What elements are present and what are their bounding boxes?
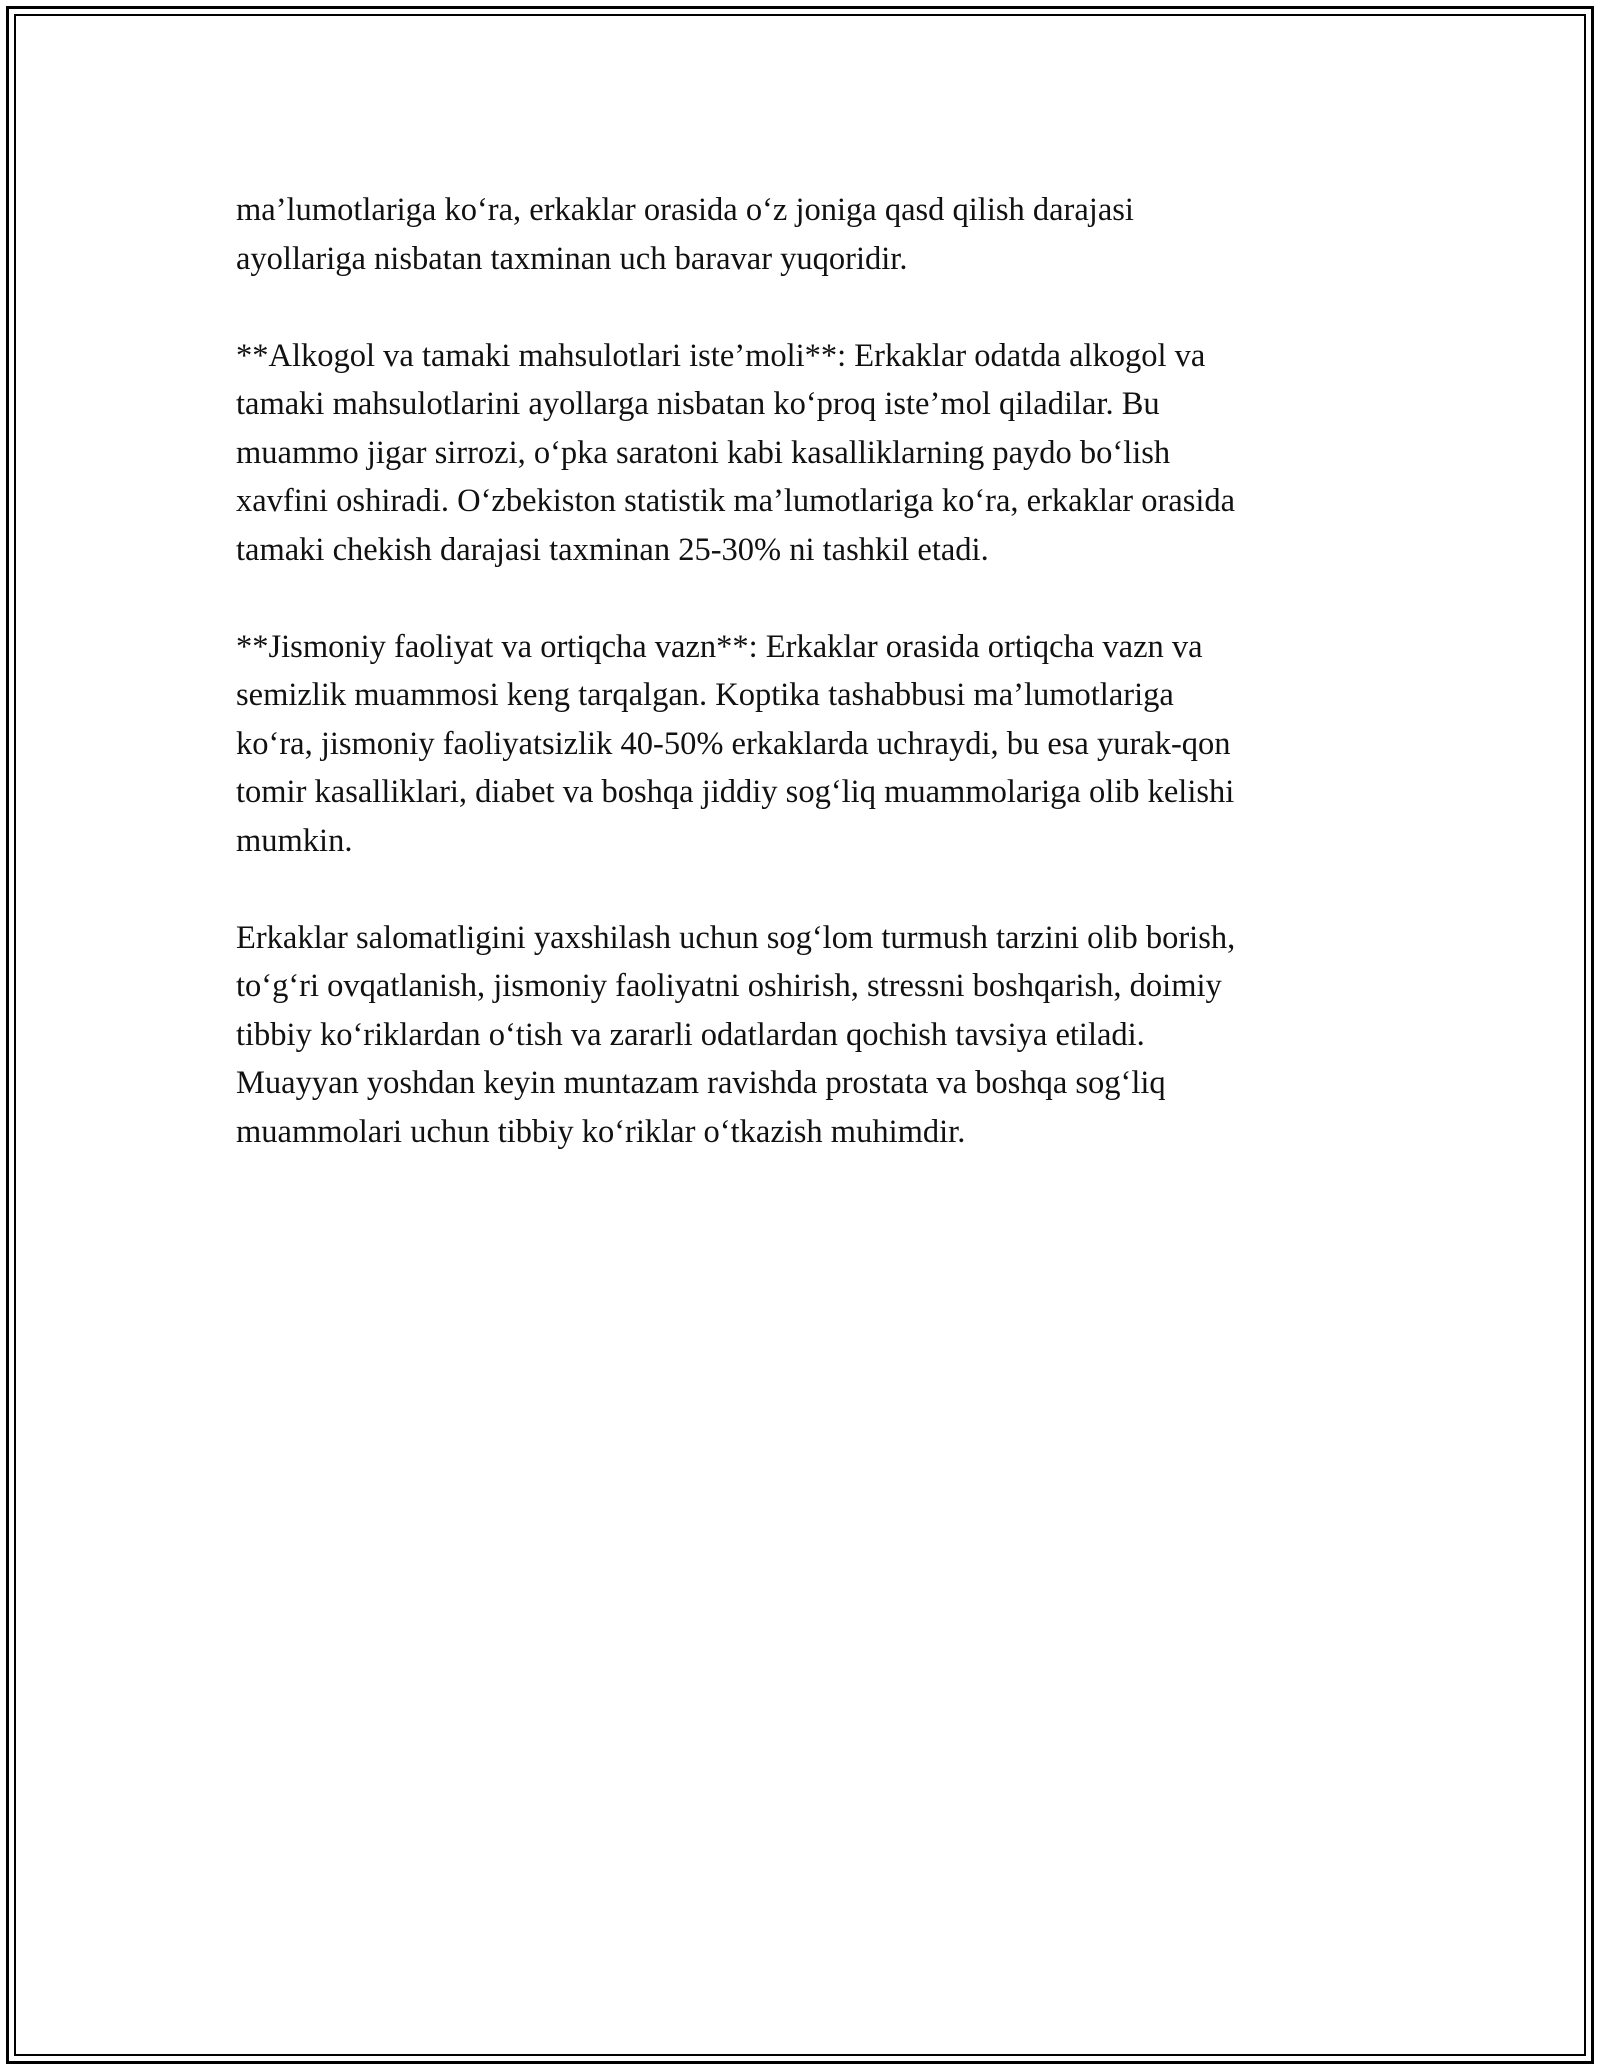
paragraph: [236, 914, 1386, 1157]
text-line: muammo jigar sirrozi, o‘pka saratoni kabi kasalliklarning paydo bo‘lish: [236, 434, 1171, 471]
text-line: ayollariga nisbatan taxminan uch baravar yuqoridir.: [236, 240, 908, 277]
text-line: ko‘ra, jismoniy faoliyatsizlik 40-50% erkaklarda uchraydi, bu esa yurak-qon: [236, 725, 1231, 762]
text-line: Erkaklar salomatligini yaxshilash uchun sog‘lom turmush tarzini olib borish,: [236, 919, 1236, 956]
text-line: tamaki mahsulotlarini ayollarga nisbatan ko‘proq iste’mol qiladilar. Bu: [236, 386, 1160, 422]
text-line: to‘g‘ri ovqatlanish, jismoniy faoliyatni oshirish, stressni boshqarish, doimiy: [236, 968, 1222, 1004]
text-line: Muayyan yoshdan keyin muntazam ravishda prostata va boshqa sog‘liq: [236, 1065, 1166, 1101]
text-line: tibbiy ko‘riklardan o‘tish va zararli odatlardan qochish tavsiya etiladi.: [236, 1016, 1145, 1053]
text-line: tomir kasalliklari, diabet va boshqa jiddiy sog‘liq muammolariga olib kelishi: [236, 774, 1235, 810]
text-line: ma’lumotlariga ko‘ra, erkaklar orasida o‘z joniga qasd qilish darajasi: [236, 192, 1134, 228]
text-line: **Jismoniy faoliyat va ortiqcha vazn**: Erkaklar orasida ortiqcha vazn va: [236, 628, 1203, 665]
paragraph: [236, 332, 1386, 575]
text-line: tamaki chekish darajasi taxminan 25-30% ni tashkil etadi.: [236, 531, 989, 568]
paragraph: [236, 623, 1386, 866]
text-line: semizlik muammosi keng tarqalgan. Koptika tashabbusi ma’lumotlariga: [236, 677, 1174, 713]
document-body: [236, 186, 1386, 1205]
paragraph: [236, 186, 1386, 283]
text-line: muammolari uchun tibbiy ko‘riklar o‘tkazish muhimdir.: [236, 1113, 966, 1150]
text-line: **Alkogol va tamaki mahsulotlari iste’moli**: Erkaklar odatda alkogol va: [236, 337, 1206, 374]
text-line: mumkin.: [236, 822, 353, 859]
text-line: xavfini oshiradi. O‘zbekiston statistik ma’lumotlariga ko‘ra, erkaklar orasida: [236, 483, 1236, 519]
